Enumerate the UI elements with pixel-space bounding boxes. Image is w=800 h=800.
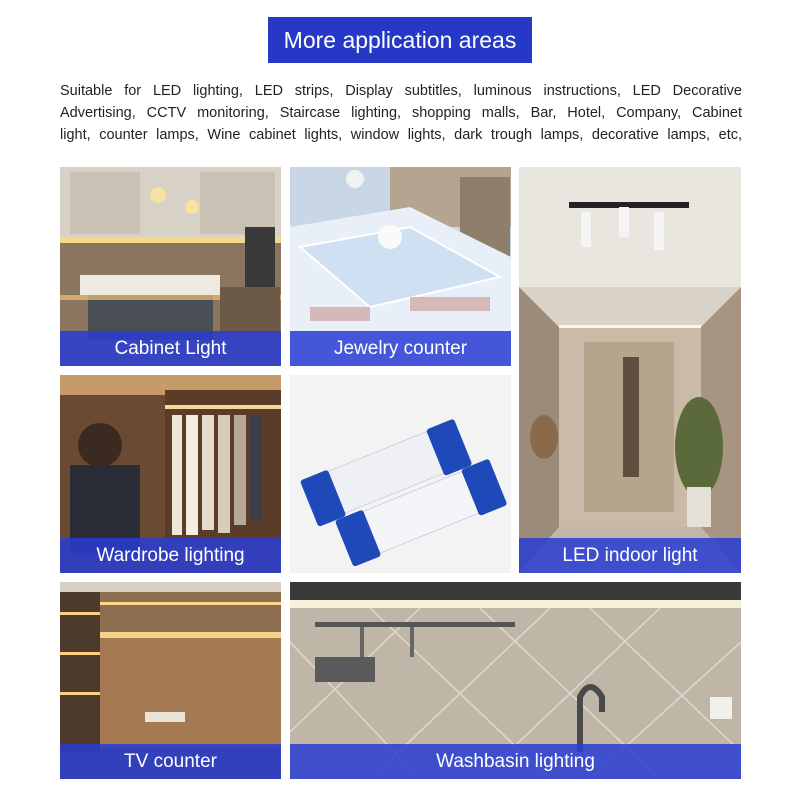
wardrobe-lighting-tile [60,375,281,573]
led-power-supply-image [290,375,511,573]
description-line: Advertising, CCTV monitoring, Staircase lighting, shopping malls, Bar, Hotel, Company, Cabinet [60,105,742,121]
tv-counter-tile [60,582,281,779]
cabinet-light-tile [60,167,281,366]
application-description [60,80,742,146]
led-indoor-light-tile [519,167,741,573]
caption: Cabinet Light [60,331,281,366]
caption: TV counter [60,744,281,779]
jewelry-counter-tile [290,167,511,366]
caption: Jewelry counter [290,331,511,366]
caption: Wardrobe lighting [60,538,281,573]
description-line: light, counter lamps, Wine cabinet lights, window lights, dark trough lamps, decorative lamps, etc, [60,127,742,143]
caption: LED indoor light [519,538,741,573]
washbasin-lighting-tile [290,582,741,779]
power-supply-product-tile [290,375,511,573]
caption: Washbasin lighting [290,744,741,779]
description-line: Suitable for LED lighting, LED strips, Display subtitles, luminous instructions, LED Decorative [60,83,742,99]
hallway-photo [519,167,741,573]
section-title-banner: More application areas [268,17,532,63]
